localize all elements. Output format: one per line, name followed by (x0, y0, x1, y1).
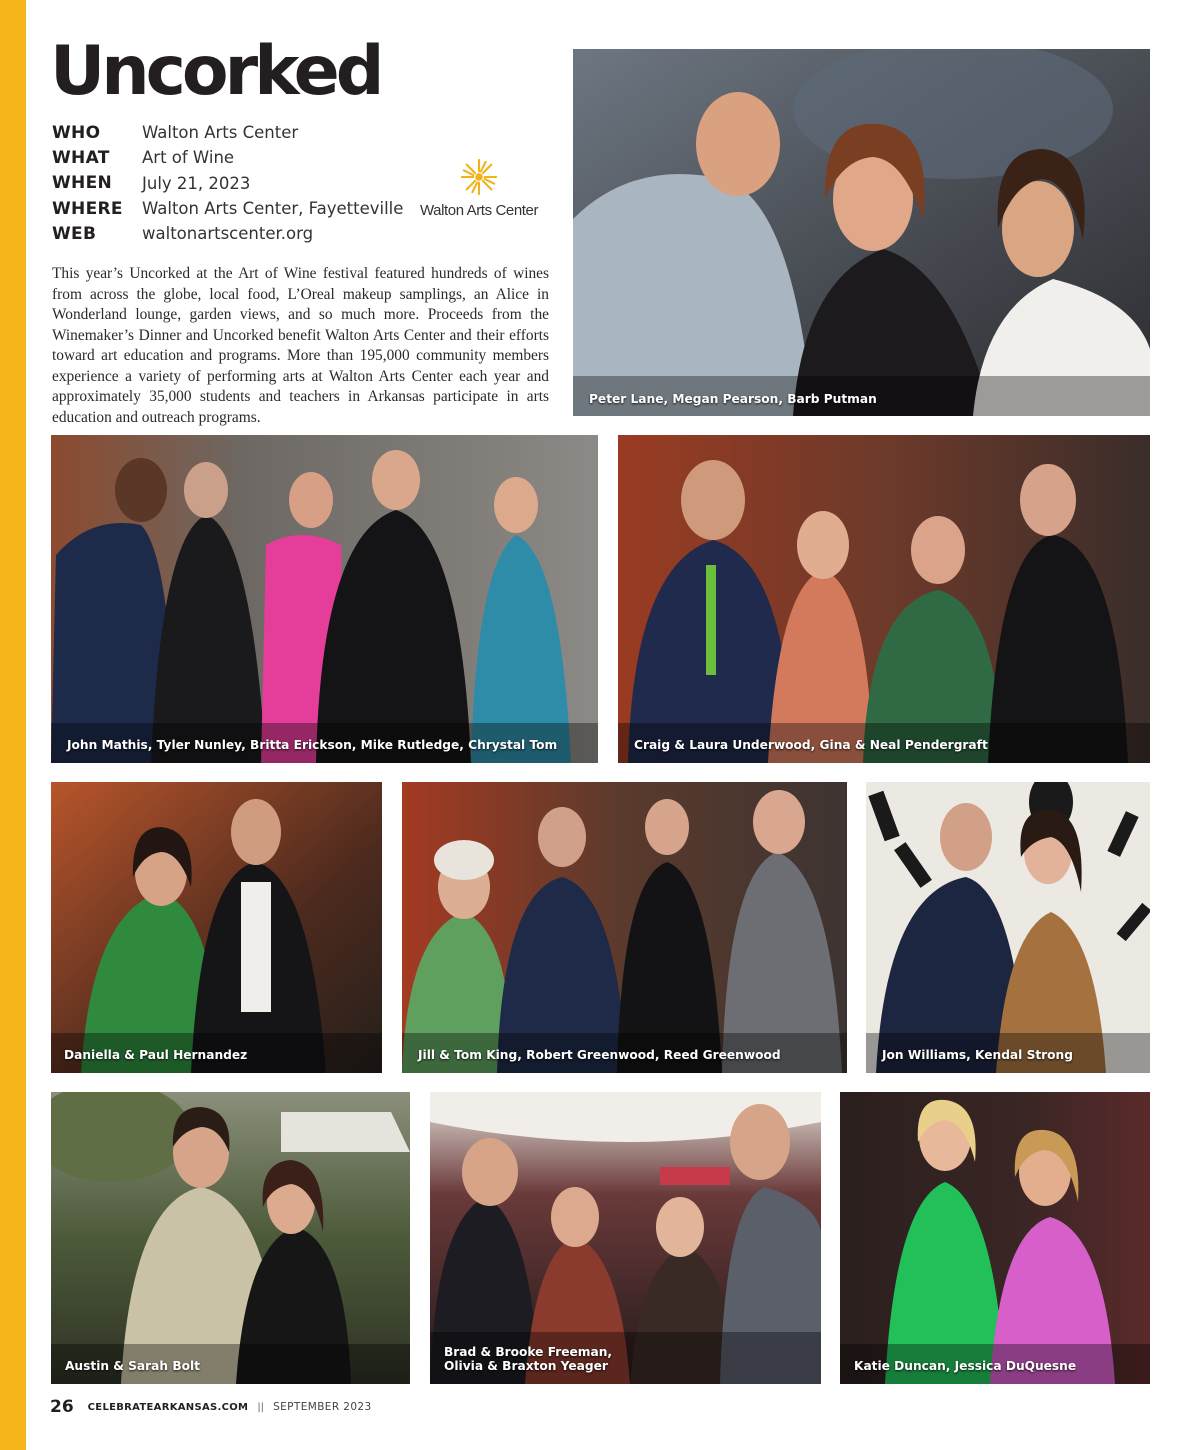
photo-caption: Jon Williams, Kendal Strong (882, 1048, 1073, 1062)
photo-scene (51, 782, 382, 1073)
fact-label: WHAT (52, 147, 110, 168)
issue-date: SEPTEMBER 2023 (273, 1401, 372, 1413)
event-photo-2 (51, 435, 598, 763)
photo-caption: Daniella & Paul Hernandez (64, 1048, 248, 1062)
footer-separator: || (257, 1401, 265, 1413)
website-link[interactable]: waltonartscenter.org (142, 224, 314, 244)
caption-line: Brad & Brooke Freeman, (444, 1345, 613, 1359)
fact-what (52, 145, 412, 170)
photo-caption: Austin & Sarah Bolt (65, 1359, 200, 1373)
page-footer (50, 1396, 372, 1418)
photo-scene (430, 1092, 821, 1384)
site-link[interactable]: CELEBRATEARKANSAS.COM (87, 1401, 249, 1413)
event-photo-7 (51, 1092, 410, 1384)
event-photo-5 (402, 782, 847, 1073)
photo-scene (51, 435, 598, 763)
photo-scene (618, 435, 1150, 763)
fact-label: WHO (52, 122, 101, 143)
photo-caption: Jill & Tom King, Robert Greenwood, Reed Greenwood (418, 1048, 781, 1062)
event-photo-3 (618, 435, 1150, 763)
event-facts (52, 120, 412, 246)
fact-value: Walton Arts Center (142, 123, 299, 143)
photo-scene (866, 782, 1150, 1073)
photo-scene (840, 1092, 1150, 1384)
fact-label: WHERE (52, 198, 123, 219)
caption-line: Olivia & Braxton Yeager (444, 1359, 608, 1373)
photo-caption: John Mathis, Tyler Nunley, Britta Erickson, Mike Rutledge, Chrystal Tom (67, 738, 558, 752)
event-photo-9 (840, 1092, 1150, 1384)
fact-label: WHEN (52, 173, 113, 194)
photo-caption: Katie Duncan, Jessica DuQuesne (854, 1359, 1077, 1373)
fact-web (52, 221, 412, 246)
event-photo-1 (573, 49, 1150, 416)
photo-caption (444, 1345, 612, 1373)
fact-label: WEB (52, 223, 97, 244)
page-title: Uncorked (50, 32, 381, 111)
photo-scene (573, 49, 1150, 416)
page-number: 26 (50, 1397, 74, 1417)
photo-caption: Craig & Laura Underwood, Gina & Neal Pendergraft (634, 738, 988, 752)
accent-side-bar (0, 0, 26, 1450)
logo-text: Walton Arts Center (419, 202, 539, 219)
fact-who (52, 120, 412, 145)
walton-arts-center-logo (414, 158, 544, 219)
event-photo-6 (866, 782, 1150, 1073)
fact-where (52, 196, 412, 221)
event-photo-8 (430, 1092, 821, 1384)
photo-scene (51, 1092, 410, 1384)
fact-when (52, 171, 412, 196)
sunburst-logo-icon (460, 158, 498, 196)
intro-paragraph: This year’s Uncorked at the Art of Wine festival featured hundreds of wines from across the globe, local food, L’Oreal makeup samplings, an Alice in Wonderland lounge, garden views, and so much more. Proceeds from the Winemaker’s Dinner and Uncorked benefit Walton Arts Center and their efforts toward art education and programs. More than 195,000 community members experience a variety of performing arts at Walton Arts Center each year and approximately 35,000 students and teachers in Arkansas participate in arts education and outreach programs. (52, 265, 549, 426)
photo-scene (402, 782, 847, 1073)
fact-value: July 21, 2023 (142, 173, 251, 193)
event-photo-4 (51, 782, 382, 1073)
fact-value: Art of Wine (142, 148, 235, 168)
fact-value: Walton Arts Center, Fayetteville (142, 199, 404, 219)
photo-caption: Peter Lane, Megan Pearson, Barb Putman (589, 392, 877, 406)
